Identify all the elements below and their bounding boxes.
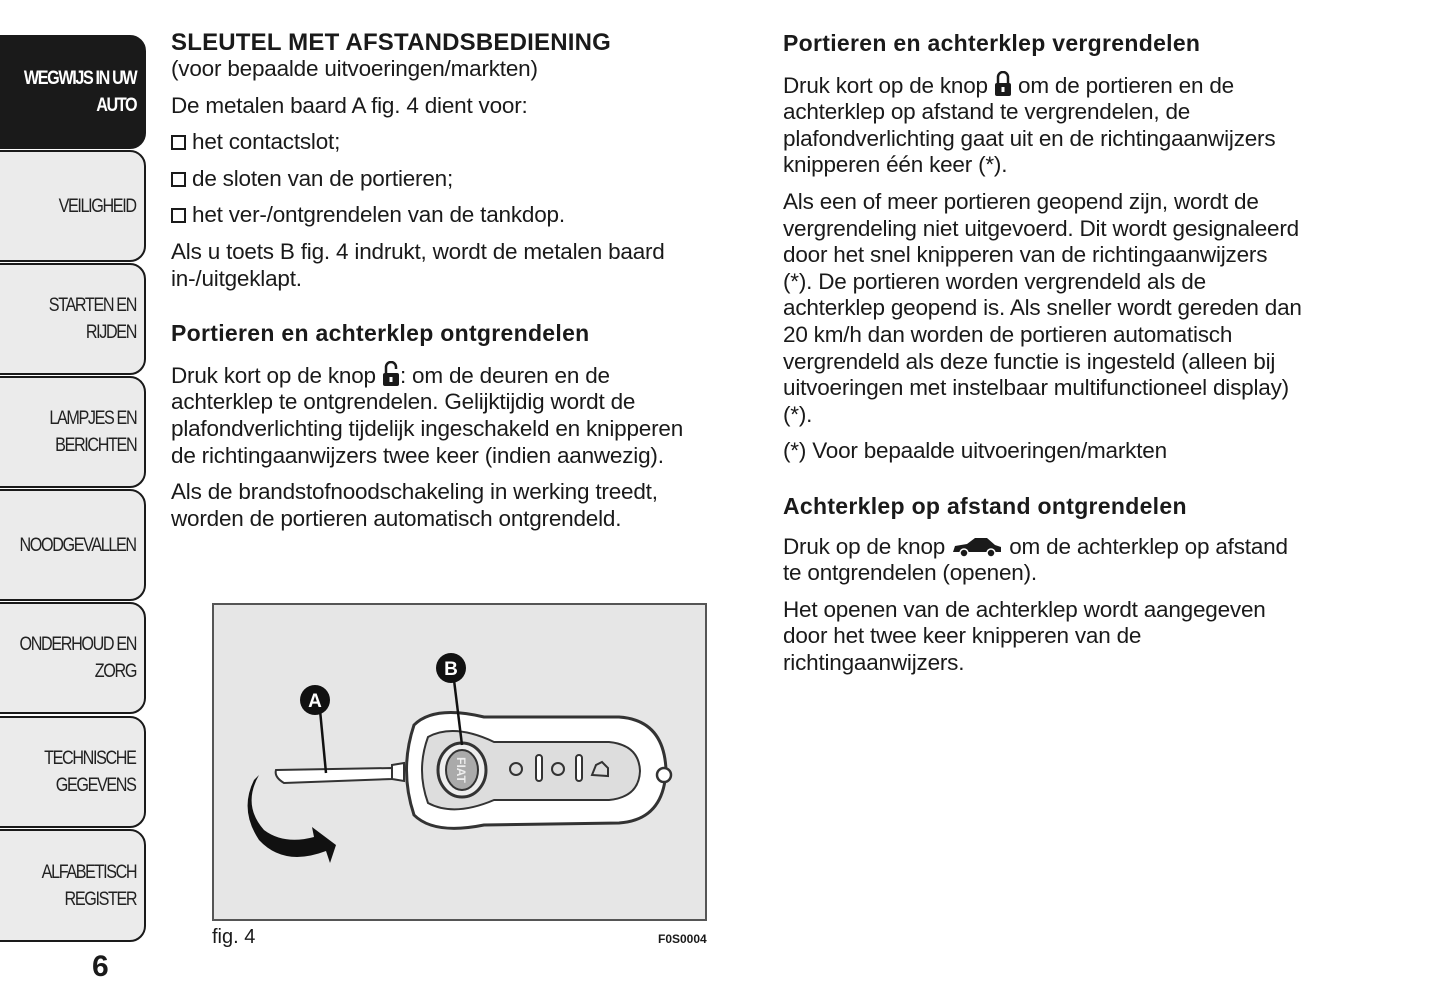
figure-code: F0S0004 [658, 932, 707, 946]
key-fob [392, 713, 671, 829]
checkbox-bullet-icon [171, 172, 186, 187]
metal-blade [276, 768, 392, 783]
text: : om de deuren en de achterklep te ontgrendelen. Gelijktijdig wordt de plafondverlichting tijdelijk ingeschakeld en knipperen de richtingaanwijzers twee keer (indien aanwezig). [171, 362, 684, 468]
tab-label: WEGWIJS IN UW AUTO [23, 68, 136, 116]
tab-starten-en-rijden[interactable] [0, 263, 146, 375]
intro-text: De metalen baard A fig. 4 dient voor: [171, 92, 528, 118]
subtitle: (voor bepaalde uitvoeringen/markten) [171, 56, 538, 81]
paragraph [171, 361, 751, 469]
list-item-text: het contactslot; [192, 129, 341, 155]
fiat-logo: FIAT [454, 757, 468, 783]
tab-lampjes-en-berichten[interactable] [0, 376, 146, 488]
text: Druk kort op de knop [783, 72, 988, 98]
tab-label: ALFABETISCH REGISTER [41, 861, 136, 910]
paragraph: Als een of meer portieren geopend zijn, wordt de vergrendeling niet uitgevoerd. Dit wordt gesignaleerd door het snel knipperen van de richtingaanwijzers (*). De portieren worden vergrendeld als de achterklep geopend is. Als sneller wordt gereden dan 20 km/h dan worden de portieren automatisch vergrendeld als deze functie is ingesteld (alleen bij uitvoeringen met instelbaar multifunctioneel display) (*). [783, 188, 1302, 427]
left-column [171, 30, 751, 542]
tab-onderhoud-en-zorg[interactable] [0, 602, 146, 714]
text: Druk kort op de knop [171, 362, 376, 388]
heading: Portieren en achterklep ontgrendelen [171, 320, 590, 347]
tab-label: STARTEN EN RIJDEN [48, 295, 136, 343]
page-number: 6 [92, 950, 109, 983]
list-item [171, 202, 751, 229]
lock-icon [994, 71, 1012, 97]
figure-caption: fig. 4 [212, 926, 256, 948]
checkbox-bullet-icon [171, 208, 186, 223]
label-a: A [308, 691, 322, 712]
section-title: SLEUTEL MET AFSTANDSBEDIENING [171, 29, 612, 56]
heading: Portieren en achterklep vergrendelen [783, 30, 1201, 56]
text: om de portieren en de achterklep op afstand te vergrendelen, de plafondverlichting gaat uit en de richtingaanwijzers knipperen één keer (*). [783, 72, 1276, 178]
paragraph: Het openen van de achterklep wordt aangegeven door het twee keer knipperen van de richtingaanwijzers. [783, 596, 1266, 675]
figure-key-illustration [212, 603, 707, 921]
tab-veiligheid[interactable] [0, 150, 146, 262]
tab-technische-gegevens[interactable] [0, 716, 146, 828]
tab-label: VEILIGHEID [58, 195, 136, 217]
list-item [171, 129, 751, 156]
list-item [171, 166, 751, 193]
tab-noodgevallen[interactable] [0, 489, 146, 601]
list-item-text: de sloten van de portieren; [192, 165, 454, 191]
tab-label: ONDERHOUD EN ZORG [19, 634, 136, 682]
paragraph: Als u toets B fig. 4 indrukt, wordt de metalen baard in-/uitgeklapt. [171, 238, 665, 291]
trunk-car-icon [951, 536, 1003, 558]
text: om de achterklep op afstand te ontgrendelen (openen). [783, 533, 1288, 586]
label-b: B [444, 659, 458, 680]
tab-alfabetisch-register[interactable] [0, 829, 146, 942]
paragraph [783, 534, 1403, 587]
tab-wegwijs-in-uw-auto[interactable] [0, 35, 146, 149]
paragraph: Als de brandstofnoodschakeling in werking treedt, worden de portieren automatisch ontgrendeld. [171, 479, 658, 531]
right-column [783, 30, 1403, 686]
rotation-arrow [248, 775, 336, 863]
heading: Achterklep op afstand ontgrendelen [783, 492, 1187, 519]
tab-label: NOODGEVALLEN [19, 534, 136, 556]
text: Druk op de knop [783, 533, 946, 559]
paragraph [783, 71, 1403, 179]
checkbox-bullet-icon [171, 135, 186, 150]
list-item-text: het ver-/ontgrendelen van de tankdop. [192, 202, 565, 228]
tab-label: LAMPJES EN BERICHTEN [49, 408, 136, 456]
unlock-icon [382, 361, 400, 387]
tab-label: TECHNISCHE GEGEVENS [44, 748, 136, 796]
footnote: (*) Voor bepaalde uitvoeringen/markten [783, 438, 1167, 464]
